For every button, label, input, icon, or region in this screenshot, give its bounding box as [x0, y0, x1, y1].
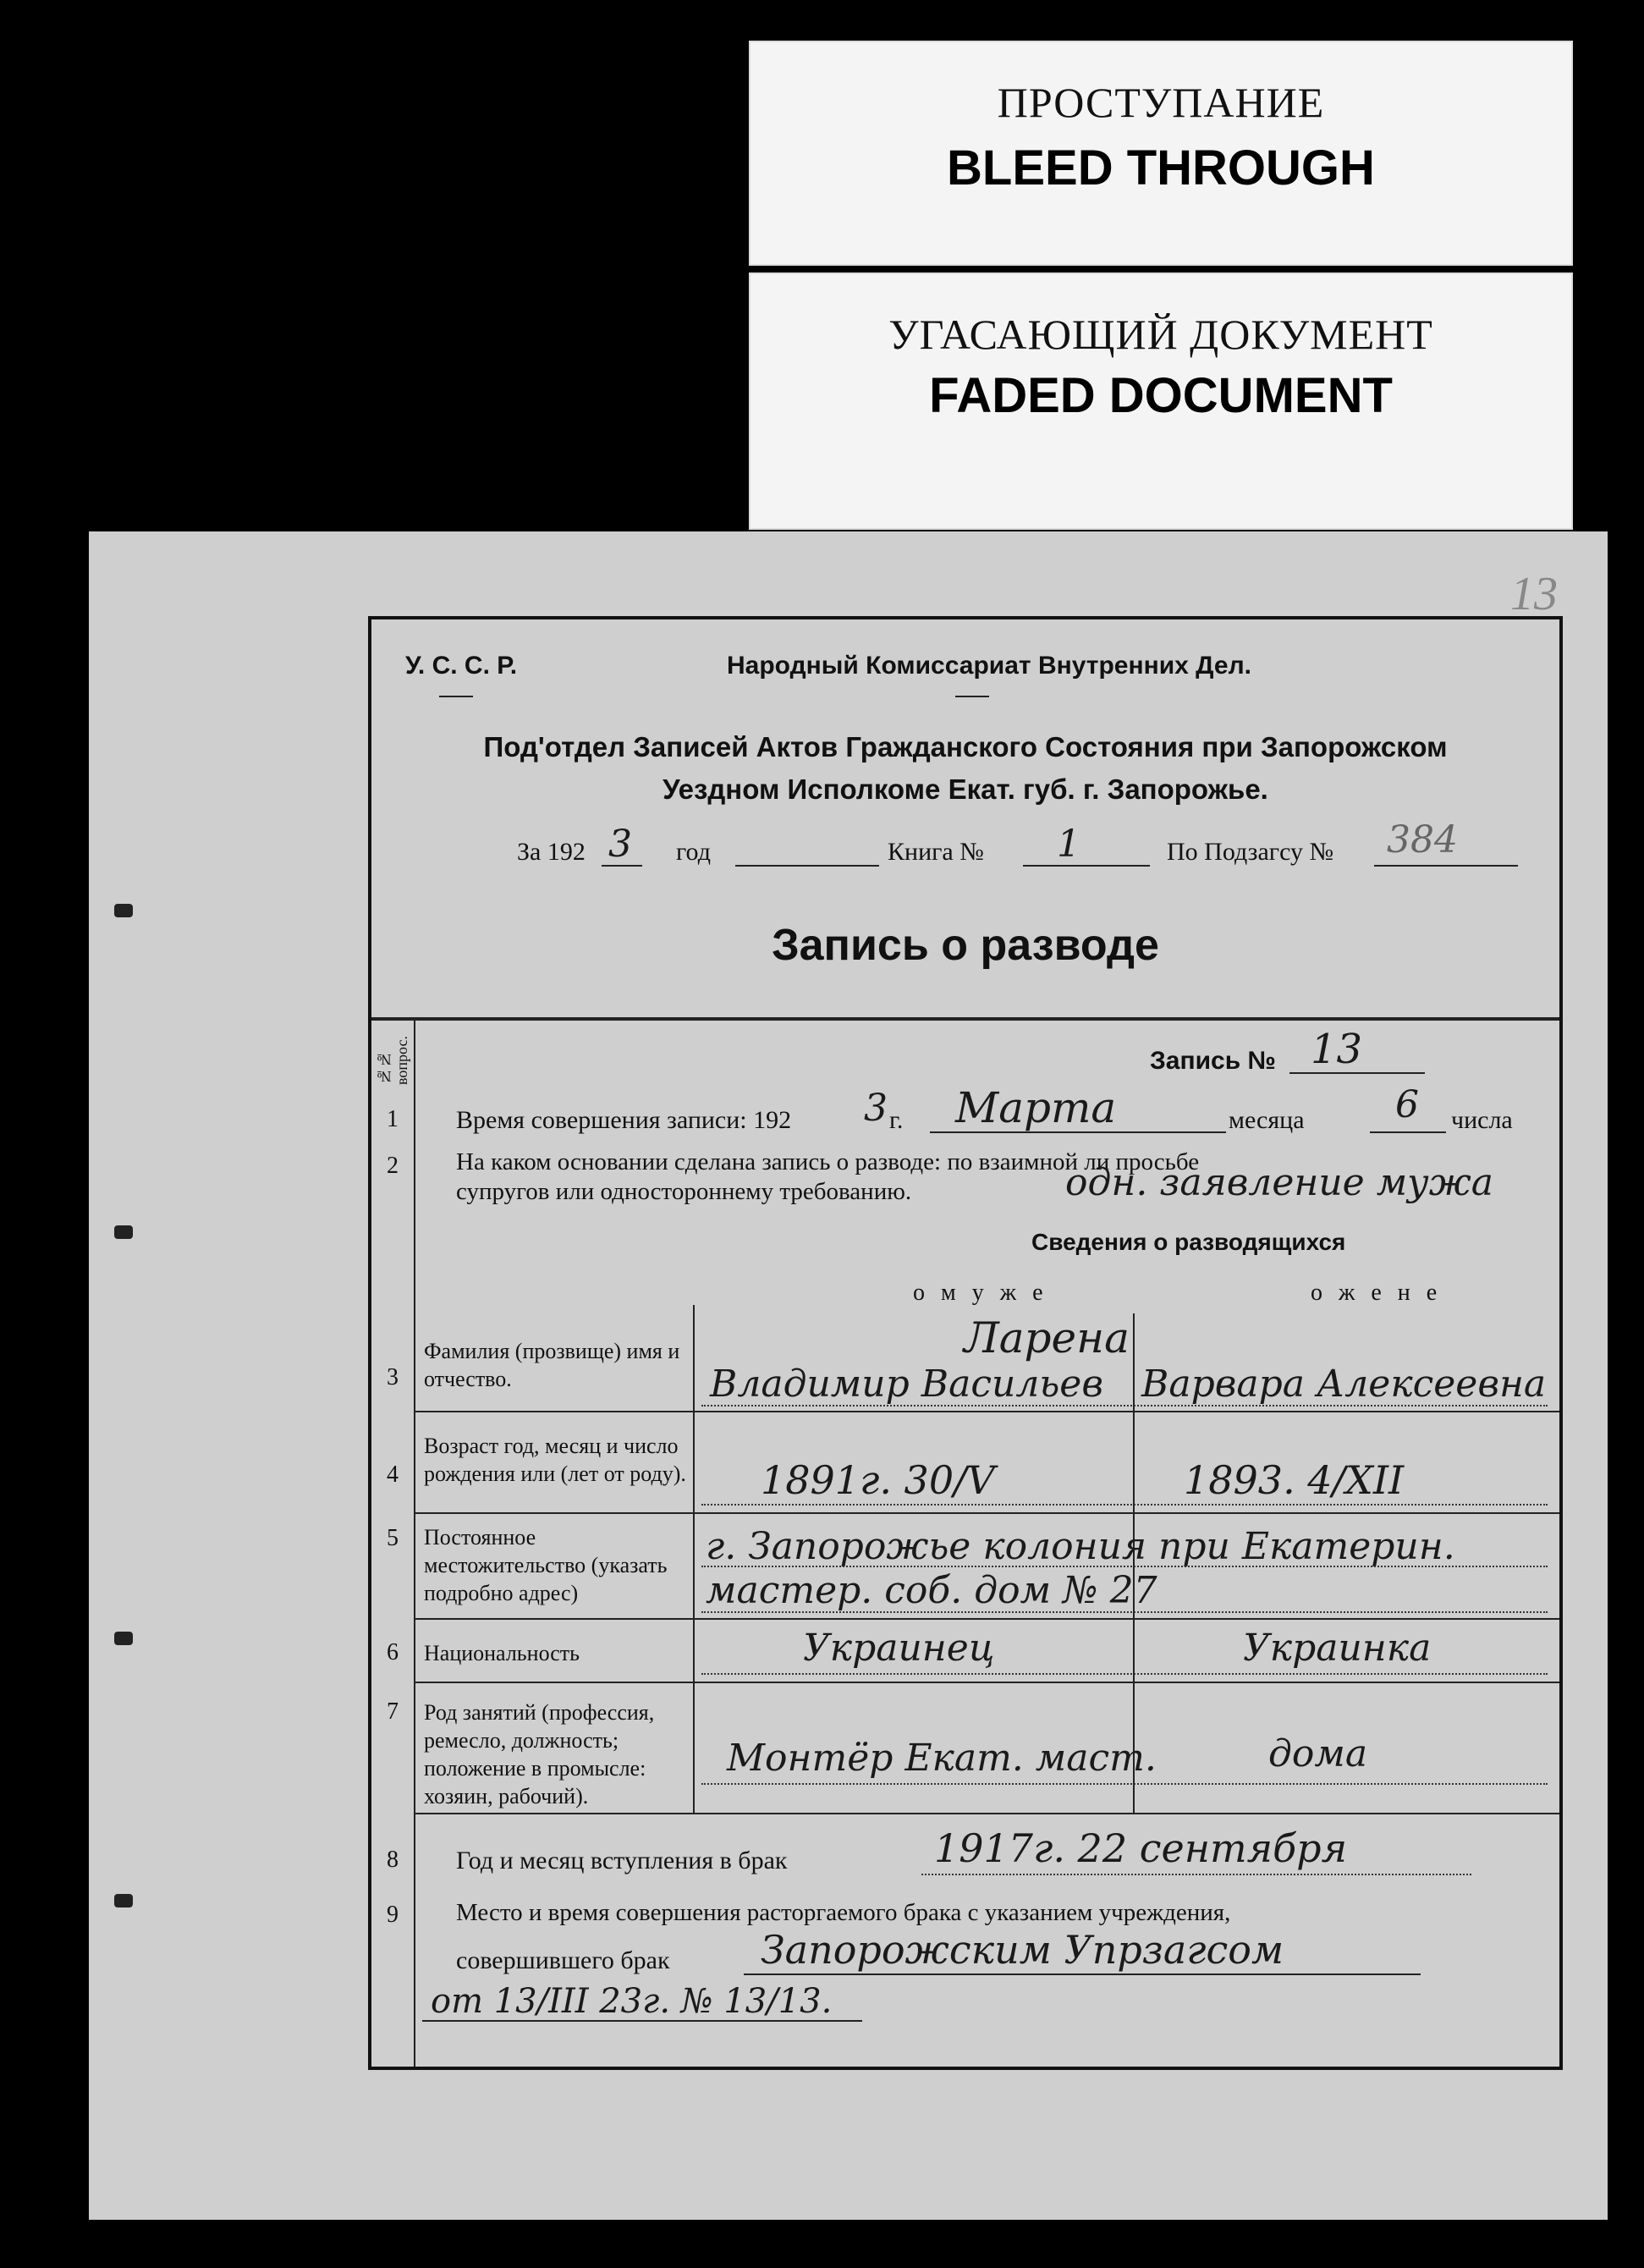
- q2-line1: На каком основании сделана запись о разводе: по взаимной ли просьбе: [456, 1148, 1200, 1175]
- row-divider: [414, 1512, 1559, 1514]
- divider: [439, 696, 473, 697]
- subdept-line1: Под'отдел Записей Актов Гражданского Состояния при Запорожском: [483, 731, 1448, 762]
- podzags-label: По Подзагсу №: [1167, 838, 1334, 866]
- title-divider: [371, 1017, 1559, 1021]
- q3-surname: Ларена: [964, 1313, 1130, 1362]
- q1-day-value: 6: [1395, 1083, 1419, 1126]
- q3-num: 3: [387, 1364, 399, 1390]
- q3-husband: Владимир Васильев: [710, 1362, 1103, 1406]
- q5-line2: мастер. соб. дом № 27: [706, 1569, 1157, 1612]
- q8-value: 1917г. 22 сентября: [934, 1825, 1348, 1871]
- q1-month-label: месяца: [1229, 1106, 1305, 1134]
- underline: [930, 1131, 1226, 1133]
- q7-num: 7: [387, 1698, 399, 1725]
- q1-year-digit: 3: [864, 1087, 888, 1130]
- binding-hole: [114, 1894, 133, 1907]
- q7-wife: дома: [1268, 1732, 1368, 1775]
- dotted-line: [701, 1566, 1548, 1567]
- q6-label: Национальность: [424, 1641, 580, 1665]
- row-divider: [414, 1618, 1559, 1620]
- faded-document-label-card: [749, 272, 1573, 530]
- wife-column-header: о ж е н е: [1311, 1280, 1443, 1306]
- dotted-line: [701, 1611, 1548, 1613]
- year-prefix: За 192: [517, 838, 586, 866]
- q4-num: 4: [387, 1462, 399, 1488]
- underline: [744, 1973, 1421, 1975]
- row-divider: [414, 1411, 1559, 1412]
- q6-wife: Украинка: [1243, 1627, 1432, 1670]
- underline: [735, 865, 879, 867]
- ussr-label: У. С. С. Р.: [405, 652, 518, 680]
- document-title: Запись о разводе: [772, 921, 1159, 970]
- q9-num: 9: [387, 1902, 399, 1928]
- husband-column-header: о м у ж е: [913, 1280, 1048, 1306]
- binding-hole: [114, 1632, 133, 1645]
- book-label: Книга №: [888, 838, 984, 866]
- underline: [1023, 865, 1150, 867]
- row-divider: [414, 1813, 1559, 1814]
- subdept-line2: Уездном Исполкоме Екат. губ. г. Запорожье.: [663, 773, 1268, 805]
- row-divider: [414, 1682, 1559, 1683]
- faded-document-ru: УГАСАЮЩИЙ ДОКУМЕНТ: [888, 311, 1433, 358]
- label-column-divider: [693, 1305, 695, 1813]
- q1-month-value: Марта: [955, 1083, 1117, 1132]
- dotted-line: [701, 1405, 1548, 1406]
- dotted-line: [921, 1874, 1471, 1875]
- bleed-through-label-card: [749, 41, 1573, 266]
- q3-wife: Варвара Алексеевна: [1141, 1362, 1547, 1406]
- page-number: 13: [1510, 568, 1558, 620]
- q4-label: Возраст год, месяц и число рождения или (лет от роду).: [424, 1434, 686, 1486]
- commissariat-label: Народный Комиссариат Внутренних Дел.: [727, 652, 1251, 680]
- q4-husband: 1891г. 30/V: [761, 1457, 995, 1503]
- form-frame: [368, 616, 1563, 2070]
- q7-label: Род занятий (профессия, ремесло, должность; положение в промысле: хозяин, рабочий).: [424, 1700, 655, 1808]
- q1-g: г.: [889, 1106, 904, 1134]
- q9-line1: Место и время совершения расторгаемого брака с указанием учреждения,: [456, 1899, 1231, 1926]
- year-suffix: год: [676, 838, 711, 866]
- record-label: Запись №: [1150, 1047, 1276, 1075]
- q7-husband: Монтёр Екат. маст.: [727, 1737, 1157, 1780]
- q9-value1: Запорожским Упрзагсом: [761, 1927, 1284, 1973]
- document-sheet: [89, 531, 1608, 2220]
- q9-value2: от 13/III 23г. № 13/13.: [431, 1982, 833, 2021]
- q5-label: Постоянное местожительство (указать подробно адрес): [424, 1525, 668, 1605]
- q3-label: Фамилия (прозвище) имя и отчество.: [424, 1339, 680, 1391]
- q1-num: 1: [387, 1106, 399, 1132]
- q5-num: 5: [387, 1525, 399, 1551]
- underline: [1289, 1072, 1425, 1074]
- book-value: 1: [1057, 823, 1080, 866]
- divider: [955, 696, 989, 697]
- record-value: 13: [1311, 1026, 1363, 1073]
- q8-label: Год и месяц вступления в брак: [456, 1847, 788, 1874]
- q5-line1: г. Запорожье колония при Екатерин.: [706, 1525, 1455, 1568]
- question-column-divider: [414, 1017, 415, 2067]
- q8-num: 8: [387, 1847, 399, 1873]
- podzags-value: 384: [1387, 818, 1458, 862]
- bleed-through-en: BLEED THROUGH: [947, 140, 1375, 195]
- q2-value: одн. заявление мужа: [1065, 1161, 1493, 1204]
- question-column-header: №№ вопрос.: [376, 1036, 410, 1085]
- q1-day-label: числа: [1451, 1106, 1513, 1134]
- section-title: Сведения о разводящихся: [1031, 1229, 1346, 1255]
- underline: [1370, 1131, 1446, 1133]
- faded-document-en: FADED DOCUMENT: [929, 368, 1393, 423]
- q6-husband: Украинец: [803, 1627, 995, 1670]
- bleed-through-ru: ПРОСТУПАНИЕ: [997, 79, 1325, 126]
- q9-line2: совершившего брак: [456, 1946, 670, 1974]
- underline: [1374, 865, 1518, 867]
- q2-num: 2: [387, 1153, 399, 1179]
- q2-line2: супругов или одностороннему требованию.: [456, 1178, 912, 1205]
- q4-wife: 1893. 4/XII: [1184, 1457, 1405, 1503]
- year-value: 3: [608, 823, 632, 866]
- underline: [422, 2020, 862, 2022]
- dotted-line: [701, 1673, 1548, 1675]
- underline: [602, 865, 642, 867]
- q6-num: 6: [387, 1639, 399, 1665]
- binding-hole: [114, 1225, 133, 1239]
- dotted-line: [701, 1504, 1548, 1506]
- binding-hole: [114, 904, 133, 917]
- dotted-line: [701, 1783, 1548, 1785]
- q1-text: Время совершения записи: 192: [456, 1106, 792, 1134]
